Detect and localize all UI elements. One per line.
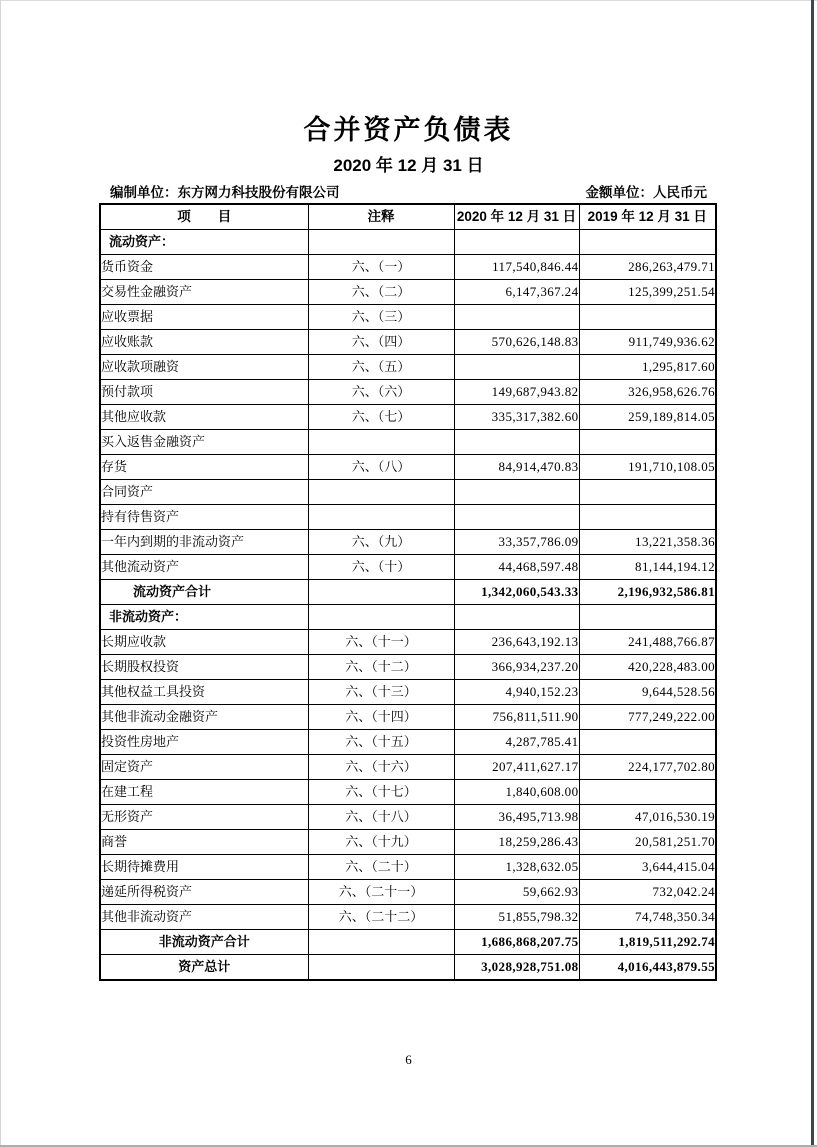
unit-label: 金额单位：人民币元	[585, 185, 707, 200]
note-cell	[308, 930, 454, 955]
table-row	[100, 780, 716, 805]
value-2019-cell	[579, 605, 716, 630]
note-cell: 六、（十八）	[308, 805, 454, 830]
note-cell: 六、（二十）	[308, 855, 454, 880]
column-header-2020: 2020 年 12 月 31 日	[454, 204, 579, 230]
value-2020-cell: 3,028,928,751.08	[454, 955, 579, 981]
value-2019-cell: 326,958,626.76	[579, 380, 716, 405]
table-row	[100, 805, 716, 830]
table-row	[100, 655, 716, 680]
note-cell: 六、（四）	[308, 330, 454, 355]
table-row	[100, 280, 716, 305]
value-2020-cell: 1,840,608.00	[454, 780, 579, 805]
table-row	[100, 480, 716, 505]
table-header	[100, 204, 716, 230]
table-row	[100, 880, 716, 905]
value-2019-cell	[579, 480, 716, 505]
table-row	[100, 830, 716, 855]
value-2020-cell: 570,626,148.83	[454, 330, 579, 355]
item-cell: 非流动资产：	[100, 605, 308, 630]
note-cell: 六、（二十一）	[308, 880, 454, 905]
item-cell: 固定资产	[100, 755, 308, 780]
note-cell	[308, 605, 454, 630]
value-2019-cell	[579, 430, 716, 455]
table-row	[100, 630, 716, 655]
item-cell: 应收票据	[100, 305, 308, 330]
page-title: 合并资产负债表	[303, 115, 514, 145]
value-2019-cell	[579, 780, 716, 805]
value-2020-cell: 4,287,785.41	[454, 730, 579, 755]
value-2019-cell: 20,581,251.70	[579, 830, 716, 855]
value-2020-cell: 59,662.93	[454, 880, 579, 905]
value-2019-cell: 732,042.24	[579, 880, 716, 905]
note-cell: 六、（七）	[308, 405, 454, 430]
value-2019-cell: 74,748,350.34	[579, 905, 716, 930]
value-2020-cell	[454, 605, 579, 630]
item-cell: 非流动资产合计	[100, 930, 308, 955]
note-cell: 六、（十四）	[308, 705, 454, 730]
note-cell	[308, 580, 454, 605]
item-cell: 持有待售资产	[100, 505, 308, 530]
value-2020-cell: 36,495,713.98	[454, 805, 579, 830]
item-cell: 一年内到期的非流动资产	[100, 530, 308, 555]
value-2020-cell: 149,687,943.82	[454, 380, 579, 405]
value-2019-cell: 241,488,766.87	[579, 630, 716, 655]
item-cell: 其他应收款	[100, 405, 308, 430]
value-2020-cell	[454, 505, 579, 530]
item-cell: 应收款项融资	[100, 355, 308, 380]
table-row	[100, 455, 716, 480]
note-cell: 六、（二十二）	[308, 905, 454, 930]
value-2019-cell: 420,228,483.00	[579, 655, 716, 680]
item-cell: 货币资金	[100, 255, 308, 280]
value-2020-cell: 1,342,060,543.33	[454, 580, 579, 605]
value-2020-cell: 33,357,786.09	[454, 530, 579, 555]
report-date: 2020 年 12 月 31 日	[333, 156, 484, 175]
value-2020-cell: 51,855,798.32	[454, 905, 579, 930]
value-2020-cell	[454, 355, 579, 380]
table-row	[100, 305, 716, 330]
value-2019-cell: 777,249,222.00	[579, 705, 716, 730]
table-row	[100, 905, 716, 930]
table-row	[100, 505, 716, 530]
note-cell: 六、（八）	[308, 455, 454, 480]
item-cell: 应收账款	[100, 330, 308, 355]
value-2020-cell: 18,259,286.43	[454, 830, 579, 855]
value-2020-cell: 6,147,367.24	[454, 280, 579, 305]
item-cell: 买入返售金融资产	[100, 430, 308, 455]
value-2020-cell: 1,328,632.05	[454, 855, 579, 880]
value-2019-cell: 47,016,530.19	[579, 805, 716, 830]
table-row	[100, 955, 716, 981]
table-body	[100, 230, 716, 981]
item-cell: 无形资产	[100, 805, 308, 830]
column-header-2019: 2019 年 12 月 31 日	[579, 204, 716, 230]
table-row	[100, 930, 716, 955]
header-row	[100, 204, 716, 230]
table-row	[100, 330, 716, 355]
value-2019-cell: 13,221,358.36	[579, 530, 716, 555]
note-cell: 六、（六）	[308, 380, 454, 405]
item-cell: 流动资产合计	[100, 580, 308, 605]
value-2020-cell: 236,643,192.13	[454, 630, 579, 655]
note-cell	[308, 955, 454, 981]
value-2019-cell: 259,189,814.05	[579, 405, 716, 430]
table-row	[100, 730, 716, 755]
item-cell: 在建工程	[100, 780, 308, 805]
page-edge-top	[0, 0, 817, 1]
note-cell: 六、（十一）	[308, 630, 454, 655]
value-2019-cell: 125,399,251.54	[579, 280, 716, 305]
table-row	[100, 255, 716, 280]
item-cell: 合同资产	[100, 480, 308, 505]
page-number: 6	[405, 1052, 412, 1067]
column-header-item: 项 目	[100, 204, 308, 230]
info-line	[99, 181, 715, 201]
value-2019-cell: 286,263,479.71	[579, 255, 716, 280]
balance-sheet-table	[99, 203, 717, 981]
value-2020-cell: 84,914,470.83	[454, 455, 579, 480]
value-2020-cell: 4,940,152.23	[454, 680, 579, 705]
value-2019-cell	[579, 230, 716, 255]
note-cell: 六、（十六）	[308, 755, 454, 780]
value-2019-cell	[579, 505, 716, 530]
value-2019-cell	[579, 305, 716, 330]
table-row	[100, 855, 716, 880]
note-cell: 六、（三）	[308, 305, 454, 330]
value-2020-cell: 366,934,237.20	[454, 655, 579, 680]
table-row	[100, 380, 716, 405]
note-cell: 六、（十三）	[308, 680, 454, 705]
note-cell: 六、（九）	[308, 530, 454, 555]
note-cell	[308, 430, 454, 455]
value-2019-cell: 3,644,415.04	[579, 855, 716, 880]
note-cell	[308, 505, 454, 530]
item-cell: 资产总计	[100, 955, 308, 981]
table-row	[100, 580, 716, 605]
value-2019-cell: 1,819,511,292.74	[579, 930, 716, 955]
item-cell: 存货	[100, 455, 308, 480]
table-row	[100, 605, 716, 630]
value-2019-cell: 911,749,936.62	[579, 330, 716, 355]
note-cell	[308, 230, 454, 255]
item-cell: 长期应收款	[100, 630, 308, 655]
item-cell: 预付款项	[100, 380, 308, 405]
item-cell: 其他流动资产	[100, 555, 308, 580]
value-2019-cell: 1,295,817.60	[579, 355, 716, 380]
value-2020-cell	[454, 480, 579, 505]
item-cell: 流动资产：	[100, 230, 308, 255]
item-cell: 其他非流动资产	[100, 905, 308, 930]
table-row	[100, 680, 716, 705]
note-cell: 六、（二）	[308, 280, 454, 305]
value-2020-cell: 44,468,597.48	[454, 555, 579, 580]
value-2020-cell	[454, 230, 579, 255]
item-cell: 投资性房地产	[100, 730, 308, 755]
item-cell: 其他权益工具投资	[100, 680, 308, 705]
value-2020-cell: 1,686,868,207.75	[454, 930, 579, 955]
value-2020-cell: 335,317,382.60	[454, 405, 579, 430]
value-2019-cell: 191,710,108.05	[579, 455, 716, 480]
table-row	[100, 405, 716, 430]
value-2019-cell: 81,144,194.12	[579, 555, 716, 580]
item-cell: 其他非流动金融资产	[100, 705, 308, 730]
prepared-by-label: 编制单位：东方网力科技股份有限公司	[110, 185, 340, 200]
value-2019-cell: 4,016,443,879.55	[579, 955, 716, 981]
table-row	[100, 230, 716, 255]
note-cell: 六、（一）	[308, 255, 454, 280]
column-header-note: 注释	[308, 204, 454, 230]
value-2020-cell: 756,811,511.90	[454, 705, 579, 730]
note-cell: 六、（十五）	[308, 730, 454, 755]
item-cell: 递延所得税资产	[100, 880, 308, 905]
value-2019-cell: 2,196,932,586.81	[579, 580, 716, 605]
table-row	[100, 530, 716, 555]
value-2019-cell: 224,177,702.80	[579, 755, 716, 780]
value-2020-cell	[454, 305, 579, 330]
item-cell: 交易性金融资产	[100, 280, 308, 305]
table-row	[100, 430, 716, 455]
value-2019-cell: 9,644,528.56	[579, 680, 716, 705]
item-cell: 商誉	[100, 830, 308, 855]
table-row	[100, 555, 716, 580]
value-2019-cell	[579, 730, 716, 755]
note-cell: 六、（十九）	[308, 830, 454, 855]
note-cell: 六、（十二）	[308, 655, 454, 680]
note-cell	[308, 480, 454, 505]
note-cell: 六、（十七）	[308, 780, 454, 805]
note-cell: 六、（十）	[308, 555, 454, 580]
item-cell: 长期股权投资	[100, 655, 308, 680]
table-row	[100, 705, 716, 730]
value-2020-cell: 207,411,627.17	[454, 755, 579, 780]
note-cell: 六、（五）	[308, 355, 454, 380]
value-2020-cell: 117,540,846.44	[454, 255, 579, 280]
table-row	[100, 355, 716, 380]
table-row	[100, 755, 716, 780]
item-cell: 长期待摊费用	[100, 855, 308, 880]
value-2020-cell	[454, 430, 579, 455]
